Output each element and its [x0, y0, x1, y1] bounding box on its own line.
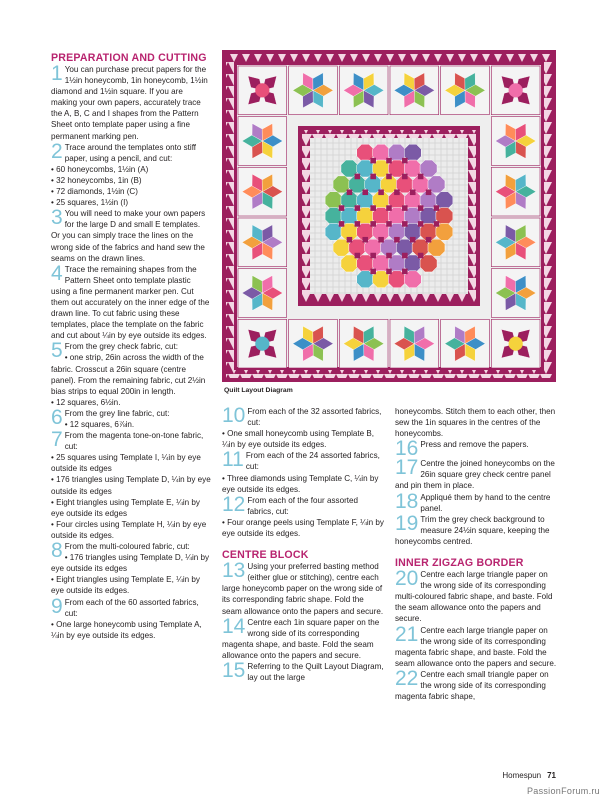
magenta-square — [426, 237, 432, 243]
step-number: 17 — [395, 456, 419, 480]
magenta-square — [339, 205, 345, 211]
step-1 — [51, 64, 211, 142]
step-number: 1 — [51, 62, 63, 85]
bullet: • Four circles using Template H, ¼in by eye outside its edges. — [51, 519, 211, 541]
step-19 — [395, 511, 557, 547]
page-number: 71 — [547, 771, 556, 780]
step-text: From the grey check fabric, cut: — [64, 342, 179, 352]
step-text: Referring to the Quilt Layout Diagram, lay out the large — [247, 661, 384, 683]
bullet: • Three diamonds using Template C, ¼in by eye outside its edges. — [222, 473, 384, 495]
step-text: From each of the 60 assorted fabrics, cut: — [64, 597, 199, 618]
bullet: • Eight triangles using Template E, ¼in by eye outside its edges — [51, 497, 211, 519]
step-2 — [51, 139, 211, 209]
step-number: 10 — [222, 404, 246, 427]
star-block — [491, 218, 540, 267]
step-text: From each of the 32 assorted fabrics, cut: — [247, 407, 382, 428]
step-17 — [395, 458, 557, 491]
step-6 — [51, 405, 211, 430]
step-text: Centre each small triangle paper on the wrong side of its corresponding magenta fabric shape, — [395, 669, 549, 702]
magenta-square — [386, 253, 392, 259]
magenta-square — [386, 174, 392, 180]
magenta-square — [410, 237, 416, 243]
bullet: • 72 diamonds, 1½in (C) — [51, 186, 211, 197]
step-text: From each of the four assorted fabrics, cut: — [247, 495, 359, 516]
step-text: Centre each 1in square paper on the wrong side of its corresponding magenta shape, and baste. Fold the seam allowance onto the papers and secure. — [222, 617, 380, 660]
step-text: You can purchase precut papers for the 1½in honeycomb, 1in honeycomb, 1½in diamond and 1½in square. If you are making your own papers, accurately trace the A, B, C and I shapes from the Pattern Sheet onto template paper using a fine permanent marking pen. — [51, 65, 208, 141]
step-text: You will need to make your own papers for the large D and small E templates. Or you can simply trace the lines on the wrong side of the fabrics and hand sew the seams on the drawn lines. — [51, 209, 206, 263]
magenta-square — [347, 189, 353, 195]
heading-centre-block: CENTRE BLOCK — [222, 549, 309, 562]
step-number: 22 — [395, 666, 419, 690]
bullet: • 12 squares, 6⅞in. — [51, 419, 211, 430]
magenta-square — [362, 237, 368, 243]
bullet: • 25 squares, 1½in (I) — [51, 197, 211, 208]
watermark: PassionForum.ru — [526, 786, 600, 796]
magenta-square — [418, 205, 424, 211]
step-14 — [222, 614, 384, 661]
star-block — [491, 319, 540, 368]
step-text: Trim the grey check background to measure 24½in square, keeping the honeycombs centred. — [395, 514, 550, 546]
step-number: 13 — [222, 559, 246, 583]
column-1 — [51, 52, 211, 641]
magenta-square — [386, 269, 392, 275]
magenta-square — [402, 158, 408, 164]
magenta-square — [370, 253, 376, 259]
step-number: 2 — [51, 139, 63, 163]
step-text: From each of the 24 assorted fabrics, cut: — [245, 451, 380, 472]
step-8 — [51, 541, 211, 596]
step-12 — [222, 492, 384, 539]
step-13 — [222, 561, 384, 616]
bullet: • Four orange peels using Template F, ¼in by eye outside its edges. — [222, 517, 384, 539]
step-number: 18 — [395, 489, 419, 513]
step-number: 9 — [51, 594, 63, 618]
star-block — [238, 167, 287, 216]
magazine-name: Homespun — [502, 771, 542, 780]
magenta-square — [386, 158, 392, 164]
step-22 — [395, 666, 557, 702]
step-text: Press and remove the papers. — [420, 440, 529, 450]
magenta-square — [378, 237, 384, 243]
step-text: Trace around the templates onto stiff paper, using a pencil, and cut: — [64, 142, 197, 163]
magenta-square — [339, 221, 345, 227]
magenta-square — [426, 189, 432, 195]
star-block — [491, 269, 540, 318]
honeycomb-medallion — [325, 144, 453, 288]
star-block — [491, 167, 540, 216]
magenta-square — [386, 205, 392, 211]
star-block — [441, 319, 490, 368]
star-block — [491, 117, 540, 166]
step-number: 11 — [222, 448, 244, 472]
step-20 — [395, 569, 557, 624]
step-number: 21 — [395, 622, 419, 646]
step-number: 5 — [51, 339, 63, 363]
magenta-square — [370, 221, 376, 227]
star-block — [339, 66, 388, 115]
star-block — [289, 66, 338, 115]
step-number: 16 — [395, 437, 419, 461]
magenta-square — [362, 189, 368, 195]
diagram-caption: Quilt Layout Diagram — [224, 387, 293, 394]
star-block — [339, 319, 388, 368]
bullet: • 176 triangles using Template D, ¼in by eye outside its edges — [51, 552, 211, 574]
heading-inner-zigzag: INNER ZIGZAG BORDER — [395, 557, 524, 570]
magenta-square — [378, 189, 384, 195]
step-number: 8 — [51, 539, 63, 563]
magenta-square — [370, 205, 376, 211]
step-15 — [222, 658, 384, 683]
star-block — [390, 319, 439, 368]
step-3 — [51, 208, 211, 263]
magenta-square — [410, 189, 416, 195]
bullet: • 25 squares using Template I, ¼in by eye outside its edges — [51, 452, 211, 474]
step-18 — [395, 489, 557, 514]
magenta-square — [402, 221, 408, 227]
magenta-square — [434, 205, 440, 211]
star-block — [238, 218, 287, 267]
step-text: Centre each large triangle paper on the wrong side of its corresponding multi-coloured fabric shape, and baste. Fold the seam allowance onto the papers and secure. — [395, 570, 553, 624]
star-block — [289, 319, 338, 368]
step-11 — [222, 450, 384, 494]
magenta-square — [355, 221, 361, 227]
step-9 — [51, 594, 211, 641]
step-text: Centre each large triangle paper on the wrong side of its corresponding magenta fabric shape, and baste. Fold the seam allowance onto the papers and secure. — [395, 625, 557, 668]
step-number: 19 — [395, 511, 419, 535]
step-4 — [51, 261, 211, 342]
magenta-square — [394, 189, 400, 195]
star-block — [238, 66, 287, 115]
magenta-square — [370, 158, 376, 164]
magenta-square — [418, 253, 424, 259]
step-5 — [51, 341, 211, 408]
bullet: • one strip, 26in across the width of the fabric. Crosscut a 26in square (centre panel). From the remaining fabric, cut 2½in bias strips to equal 200in in length. — [51, 352, 211, 396]
step-16 — [395, 437, 557, 461]
magenta-square — [355, 253, 361, 259]
magenta-square — [402, 269, 408, 275]
bullet: • One large honeycomb using Template A, ¼in by eye outside its edges. — [51, 619, 211, 641]
star-block — [441, 66, 490, 115]
magenta-square — [370, 269, 376, 275]
page-footer — [502, 771, 556, 780]
column-3 — [395, 406, 557, 702]
step-number: 7 — [51, 428, 63, 452]
bullet: • Eight triangles using Template E, ¼in by eye outside its edges. — [51, 574, 211, 596]
magenta-square — [355, 174, 361, 180]
column-2 — [222, 406, 384, 683]
bullet: • 12 squares, 6½in. — [51, 397, 211, 408]
magenta-square — [418, 174, 424, 180]
bullet: • 60 honeycombs, 1½in (A) — [51, 164, 211, 175]
star-block — [238, 269, 287, 318]
step-number: 6 — [51, 405, 63, 429]
magenta-square — [386, 221, 392, 227]
step-text: Trace the remaining shapes from the Pattern Sheet onto template plastic using a fine permanent marker pen. Cut them out accurately on the inner edge of the drawn line. To cut fabric using these templates, place the template on the fabric and cut about ¼in by eye outside its edges. — [51, 264, 210, 341]
bullet: • One small honeycomb using Template B, ¼in by eye outside its edges. — [222, 428, 384, 450]
quilt-layout-diagram — [222, 50, 556, 382]
step-text: From the multi-coloured fabric, cut: — [64, 542, 190, 552]
continued-text: honeycombs. Stitch them to each other, then sew the 1in squares in the centres of the honeycombs. — [395, 407, 556, 439]
magenta-square — [402, 174, 408, 180]
magenta-square — [418, 221, 424, 227]
step-text: From the grey line fabric, cut: — [64, 408, 170, 418]
magenta-square — [347, 237, 353, 243]
bullet: • 176 triangles using Template D, ¼in by eye outside its edges — [51, 474, 211, 496]
step-10 — [222, 406, 384, 450]
step-21 — [395, 622, 557, 669]
magenta-square — [402, 253, 408, 259]
step-text: Using your preferred basting method (either glue or stitching), centre each large honeycomb paper on the wrong side of its corresponding fabric shape. Fold the seam allowance onto the papers and secure. — [222, 562, 384, 616]
magenta-square — [370, 174, 376, 180]
heading-preparation: PREPARATION AND CUTTING — [51, 52, 207, 64]
star-block — [238, 319, 287, 368]
magenta-square — [394, 237, 400, 243]
step-text: Centre the joined honeycombs on the 26in square grey check centre panel and pin them in place. — [395, 459, 555, 491]
magenta-square — [434, 221, 440, 227]
magenta-square — [355, 205, 361, 211]
step-text: Appliqué them by hand to the centre panel. — [420, 492, 551, 513]
step-text: From the magenta tone-on-tone fabric, cut: — [64, 431, 204, 452]
star-block — [491, 66, 540, 115]
step-number: 12 — [222, 492, 246, 516]
bullet: • 32 honeycombs, 1in (B) — [51, 175, 211, 186]
step-number: 15 — [222, 658, 246, 682]
magenta-square — [402, 205, 408, 211]
step-number: 20 — [395, 567, 419, 591]
step-number: 3 — [51, 206, 63, 230]
step-7 — [51, 430, 211, 541]
step-number: 4 — [51, 261, 63, 285]
star-block — [390, 66, 439, 115]
star-block — [238, 117, 287, 166]
step-number: 14 — [222, 614, 246, 638]
